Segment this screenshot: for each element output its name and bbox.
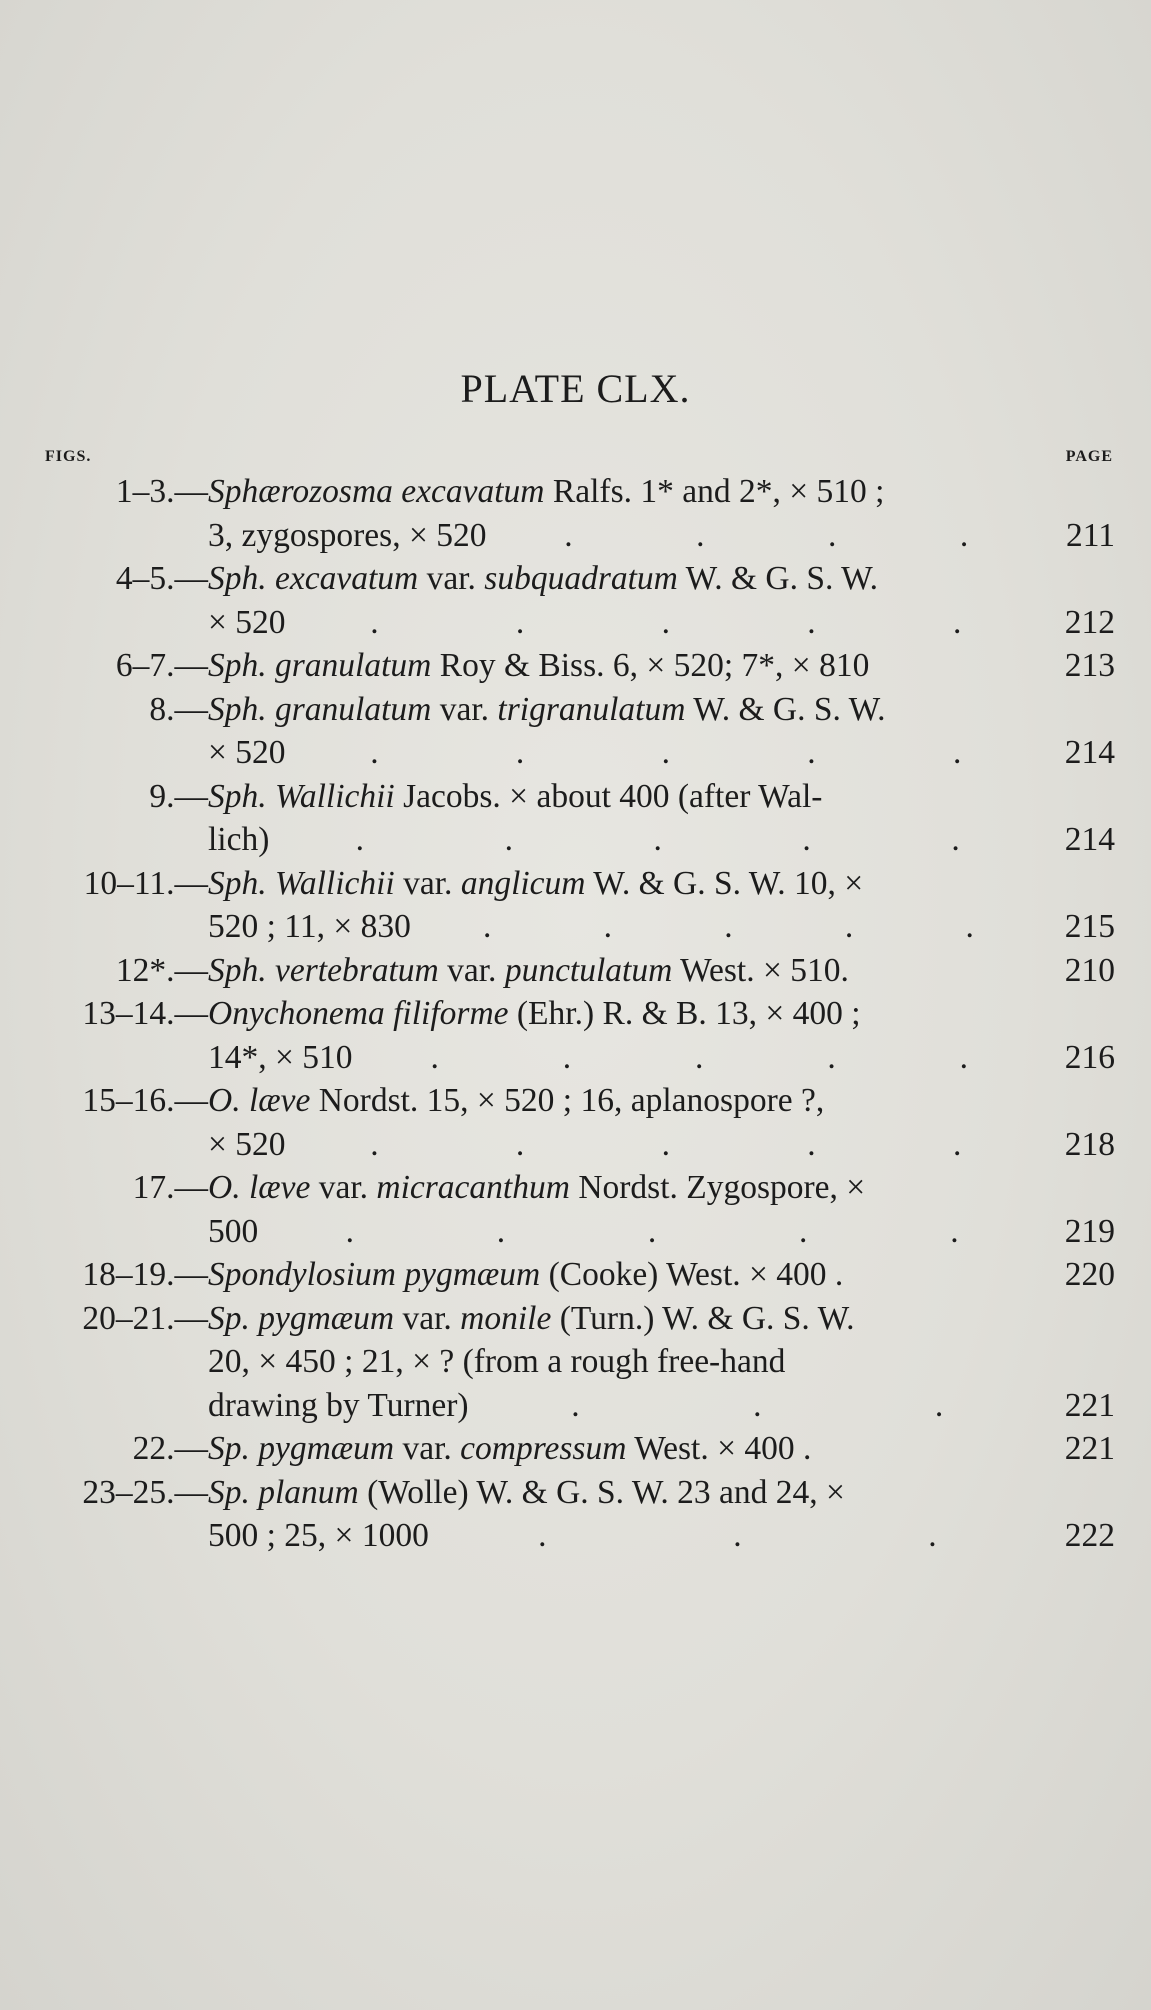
page-number: 221 [1064, 1386, 1115, 1424]
taxon-name: Spondylosium pygmæum [208, 1256, 541, 1293]
entry-text-segment: 14*, × 510 [208, 1038, 353, 1076]
figure-entry [30, 470, 1115, 557]
entry-text [208, 1036, 353, 1080]
taxon-name: compressum [460, 1430, 627, 1467]
entry-line [208, 731, 1115, 775]
entry-line [208, 470, 1115, 514]
entry-text-segment: (Ehr.) R. & B. 13, × 400 ; [508, 995, 861, 1032]
entry-text-segment: 500 [208, 1212, 259, 1250]
entry-line [208, 775, 1115, 819]
figure-numbers: 8.— [149, 690, 208, 728]
figure-index-list [30, 470, 1115, 1558]
entry-text [208, 1427, 811, 1471]
entry-text [208, 1123, 286, 1167]
entry-text-segment: West. × 510. [672, 951, 849, 989]
figure-numbers: 23–25.— [82, 1473, 208, 1511]
page-number: 212 [1064, 603, 1115, 641]
entry-text-segment: Roy & Biss. 6, × 520; 7*, × 810 [431, 647, 870, 684]
page-number: 214 [1064, 734, 1115, 771]
entry-text [208, 1079, 824, 1123]
page-number: 213 [1064, 647, 1115, 684]
page-number: 219 [1064, 1212, 1115, 1250]
entry-text-segment: West. × 400 . [626, 1430, 812, 1467]
taxon-name: subquadratum [484, 560, 678, 597]
taxon-name: anglicum [460, 864, 586, 902]
taxon-name: Sph. Wallichii [208, 864, 395, 902]
dot-leader: . . . . . [482, 908, 974, 945]
entry-text-segment: × 520 [208, 734, 286, 771]
entry-text-segment: Nordst. Zygospore, × [569, 1169, 866, 1206]
entry-line [208, 1036, 1115, 1080]
figure-entry [30, 992, 1115, 1079]
figs-column-header: FIGS. [45, 448, 92, 465]
figure-entry [30, 1471, 1115, 1558]
taxon-name: O. læve [208, 1082, 311, 1119]
figure-numbers: 18–19.— [82, 1256, 208, 1293]
entry-text-segment: Nordst. 15, × 520 ; 16, aplanospore ?, [310, 1082, 825, 1119]
taxon-name: Sphærozosma excavatum [208, 473, 545, 510]
entry-line [208, 1427, 1115, 1471]
taxon-name: Sp. pygmæum [208, 1299, 395, 1337]
figure-numbers: 15–16.— [82, 1082, 208, 1119]
entry-line [208, 688, 1115, 732]
dot-leader: . . . . . [345, 1212, 959, 1250]
entry-line [208, 557, 1115, 601]
taxon-name: trigranulatum [497, 690, 686, 728]
entry-text-segment: 3, zygospores, × 520 [208, 516, 487, 554]
entry-text [208, 644, 869, 688]
taxon-name: micracanthum [376, 1169, 570, 1206]
entry-line [208, 1340, 1115, 1384]
entry-line [208, 1297, 1115, 1341]
entry-line [208, 1079, 1115, 1123]
entry-text-segment: Ralfs. 1* and 2*, × 510 ; [544, 473, 885, 510]
dot-leader: . . . [571, 1386, 944, 1424]
figure-numbers: 1–3.— [115, 473, 208, 510]
figure-entry [30, 775, 1115, 862]
entry-text [208, 949, 849, 993]
figure-entry [30, 688, 1115, 775]
entry-text [208, 514, 487, 558]
entry-text-segment: (Wolle) W. & G. S. W. 23 and 24, × [358, 1473, 845, 1511]
entry-line [208, 1384, 1115, 1428]
dot-leader: . . . . . [430, 1038, 968, 1076]
entry-text-segment: W. & G. S. W. [677, 560, 879, 597]
page-number: 211 [1065, 516, 1115, 554]
page-number: 222 [1064, 1517, 1115, 1554]
entry-text-segment: (Cooke) West. × 400 . [540, 1256, 844, 1293]
page-number: 210 [1064, 951, 1115, 989]
entry-text [208, 862, 863, 906]
entry-line [208, 1123, 1115, 1167]
entry-text [208, 557, 878, 601]
figure-numbers: 12*.— [115, 951, 208, 989]
entry-text-segment: (Turn.) W. & G. S. W. [551, 1299, 855, 1337]
dot-leader: . . . . . [370, 734, 962, 771]
taxon-name: Sp. pygmæum [208, 1430, 395, 1467]
figure-numbers: 20–21.— [82, 1299, 208, 1337]
entry-text-segment: W. & G. S. W. [685, 690, 886, 728]
entry-line [208, 1210, 1115, 1254]
figure-numbers: 9.— [149, 777, 208, 815]
entry-line [208, 601, 1115, 645]
taxon-name: monile [460, 1299, 552, 1337]
entry-text [208, 601, 286, 645]
dot-leader: . . . . . [370, 1125, 962, 1163]
figure-entry [30, 949, 1115, 993]
figure-entry [30, 1427, 1115, 1471]
entry-line [208, 1514, 1115, 1558]
figure-entry [30, 862, 1115, 949]
plate-title: PLATE CLX. [460, 366, 691, 411]
entry-text-segment: lich) [208, 821, 270, 858]
figure-numbers: 13–14.— [82, 995, 208, 1032]
figure-entry [30, 1297, 1115, 1428]
figure-entry [30, 1079, 1115, 1166]
entry-text [208, 470, 884, 514]
dot-leader: . . . . . [355, 821, 960, 858]
entry-text-segment: var. [394, 864, 461, 902]
entry-text [208, 1384, 469, 1428]
entry-line [208, 1253, 1115, 1297]
figure-numbers: 4–5.— [115, 560, 208, 597]
entry-line [208, 644, 1115, 688]
page-number: 215 [1064, 908, 1115, 945]
taxon-name: O. læve [208, 1169, 311, 1206]
entry-text-segment: drawing by Turner) [208, 1386, 469, 1424]
entry-line [208, 992, 1115, 1036]
entry-text-segment: W. & G. S. W. 10, × [585, 864, 864, 902]
dot-leader: . . . . . [370, 603, 962, 641]
page-number: 221 [1064, 1430, 1115, 1467]
entry-text [208, 1210, 258, 1254]
page-column-header: PAGE [1065, 448, 1113, 465]
taxon-name: Sph. excavatum [208, 560, 419, 597]
figure-entry [30, 557, 1115, 644]
entry-line [208, 514, 1115, 558]
entry-text [208, 1514, 429, 1558]
entry-text-segment: var. [438, 951, 505, 989]
taxon-name: Sph. vertebratum [208, 951, 439, 989]
entry-text-segment: × 520 [208, 603, 286, 641]
figure-entry [30, 1253, 1115, 1297]
entry-text-segment: 520 ; 11, × 830 [208, 908, 411, 945]
page-number: 216 [1064, 1038, 1115, 1076]
entry-line [208, 905, 1115, 949]
dot-leader: . . . . [564, 516, 969, 554]
entry-text [208, 818, 269, 862]
entry-text [208, 1166, 865, 1210]
entry-text-segment: var. [394, 1430, 461, 1467]
page-number: 220 [1064, 1256, 1115, 1293]
page-number: 214 [1064, 821, 1115, 858]
entry-line [208, 1166, 1115, 1210]
figure-numbers: 6–7.— [115, 647, 208, 684]
entry-text-segment: var. [310, 1169, 377, 1206]
entry-text-segment: var. [394, 1299, 461, 1337]
taxon-name: Onychonema filiforme [208, 995, 509, 1032]
figure-entry [30, 1166, 1115, 1253]
entry-text [208, 1297, 855, 1341]
figure-numbers: 10–11.— [83, 864, 208, 902]
page-number: 218 [1064, 1125, 1115, 1163]
figure-numbers: 17.— [132, 1169, 208, 1206]
entry-text [208, 992, 861, 1036]
entry-text-segment: var. [431, 690, 498, 728]
entry-text [208, 1253, 843, 1297]
entry-text-segment: var. [418, 560, 485, 597]
taxon-name: Sph. Wallichii [208, 777, 395, 815]
figure-numbers: 22.— [132, 1430, 208, 1467]
entry-text [208, 688, 886, 732]
entry-text [208, 905, 411, 949]
taxon-name: Sph. granulatum [208, 647, 432, 684]
entry-text [208, 1340, 785, 1384]
entry-line [208, 818, 1115, 862]
taxon-name: Sph. granulatum [208, 690, 432, 728]
entry-line [208, 949, 1115, 993]
taxon-name: punctulatum [504, 951, 673, 989]
entry-text-segment: Jacobs. × about 400 (after Wal- [394, 777, 823, 815]
entry-text [208, 731, 286, 775]
figure-entry [30, 644, 1115, 688]
entry-text-segment: 500 ; 25, × 1000 [208, 1517, 429, 1554]
entry-line [208, 1471, 1115, 1515]
entry-line [208, 862, 1115, 906]
entry-text [208, 775, 822, 819]
entry-text-segment: 20, × 450 ; 21, × ? (from a rough free-hand [208, 1343, 786, 1380]
entry-text-segment: × 520 [208, 1125, 286, 1163]
taxon-name: Sp. planum [208, 1473, 359, 1511]
dot-leader: . . . [538, 1517, 937, 1554]
entry-text [208, 1471, 845, 1515]
